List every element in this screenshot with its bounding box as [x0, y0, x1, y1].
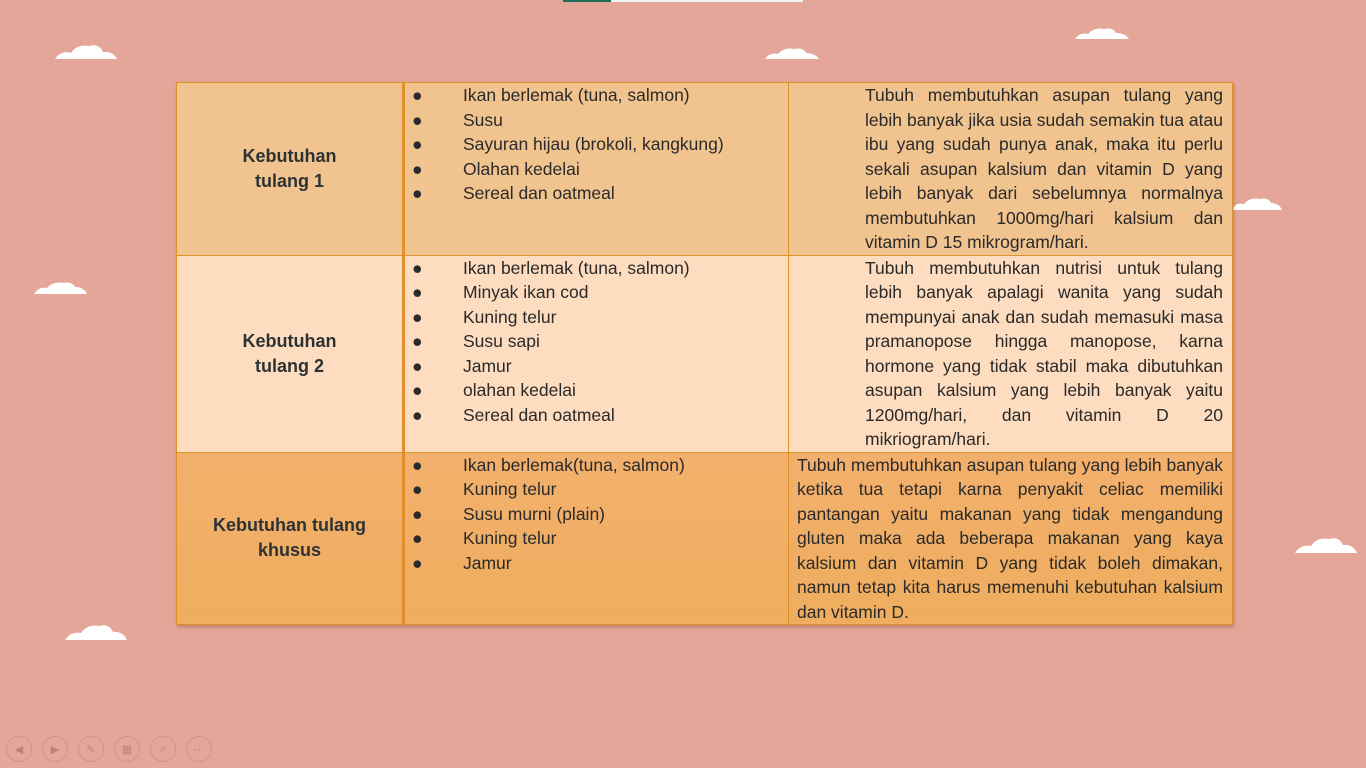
next-icon: ▶: [50, 743, 60, 756]
bullet-icon: ●: [412, 503, 423, 524]
list-item: ● Susu sapi: [405, 329, 788, 354]
cloud-decoration: [1295, 537, 1357, 551]
bullet-icon: ●: [412, 306, 423, 327]
row-label-cell: [177, 83, 404, 256]
row-description: Tubuh membutuhkan nutrisi untuk tulang lebih banyak apalagi wanita yang sudah mempunyai anak dan sudah memasuki masa pramanopose hingga manopose, karna hormone yang tidak stabil maka dibutuhkan asupan kalsium yang lebih banyak yaitu 1200mg/hari, dan vitamin D 20 mikriogram/hari.: [865, 257, 1223, 449]
cloud-decoration: [1075, 27, 1129, 41]
description-cell: [789, 255, 1233, 452]
bullet-icon: ●: [412, 257, 423, 278]
row-label-cell: [177, 452, 404, 625]
cloud-decoration: [55, 44, 117, 58]
list-item: ● Kuning telur: [405, 305, 788, 330]
bullet-icon: ●: [412, 331, 423, 351]
row-description: Tubuh membutuhkan asupan tulang yang lebih banyak jika usia sudah semakin tua atau ibu yang sudah punya anak, maka itu perlu sekali asupan kalsium dan vitamin D yang lebih banyak dari sebelumnya normalnya membutuhkan 1000mg/hari kalsium dan vitamin D 15 mikrogram/hari.: [865, 85, 1223, 252]
bullet-icon: ●: [412, 528, 423, 548]
list-item: ● Olahan kedelai: [405, 157, 788, 182]
bullet-icon: ●: [412, 282, 423, 302]
table-row: [177, 83, 1233, 256]
bullet-icon: ●: [412, 109, 423, 130]
zoom-icon: ⌕: [159, 742, 167, 755]
previous-icon: ◀: [14, 743, 24, 756]
pen-icon: ✎: [86, 743, 96, 756]
list-item: ● Susu: [405, 108, 788, 133]
cloud-decoration: [1232, 197, 1282, 211]
more-options-button[interactable]: [186, 736, 212, 762]
food-list: [405, 83, 788, 206]
nutrition-table: [176, 82, 1233, 625]
list-item: ● Sereal dan oatmeal: [405, 403, 788, 428]
list-item: ● Susu murni (plain): [405, 502, 788, 527]
row-description: Tubuh membutuhkan asupan tulang yang lebih banyak ketika tua tetapi karna penyakit celiac memiliki pantangan yaitu makanan yang tidak mengandung gluten maka ada beberapa makanan yang kaya kalsium dan vitamin D yang tidak boleh dimakan, namun tetap kita harus memenuhi kebutuhan kalsium dan vitamin D.: [797, 454, 1223, 622]
table-row: [177, 255, 1233, 452]
bullet-icon: ●: [412, 552, 423, 573]
pen-tool-button[interactable]: [78, 736, 104, 762]
list-item: ● Jamur: [405, 551, 788, 576]
bullet-icon: ●: [412, 380, 423, 400]
list-item: ● Ikan berlemak (tuna, salmon): [405, 83, 788, 108]
list-item: ● olahan kedelai: [405, 378, 788, 403]
previous-slide-button[interactable]: [6, 736, 32, 762]
bullet-icon: ●: [412, 404, 423, 425]
row-label: Kebutuhan tulang 2: [242, 330, 337, 376]
list-item: ● Sereal dan oatmeal: [405, 181, 788, 206]
row-label: Kebutuhan tulang 1: [242, 145, 337, 191]
food-list: [405, 453, 788, 576]
list-item: ● Jamur: [405, 354, 788, 379]
list-item: ● Ikan berlemak (tuna, salmon): [405, 256, 788, 281]
bullet-icon: ●: [412, 85, 423, 105]
cloud-decoration: [765, 47, 819, 61]
bullet-icon: ●: [412, 454, 423, 475]
bullet-icon: ●: [412, 355, 423, 376]
next-slide-button[interactable]: [42, 736, 68, 762]
list-item: ● Ikan berlemak(tuna, salmon): [405, 453, 788, 478]
foods-cell: [404, 255, 789, 452]
more-options-icon: ⋯: [193, 743, 205, 756]
cloud-decoration: [65, 624, 127, 638]
list-item: ● Kuning telur: [405, 526, 788, 551]
bullet-icon: ●: [412, 134, 423, 154]
bullet-icon: ●: [412, 183, 423, 203]
list-item: ● Sayuran hijau (brokoli, kangkung): [405, 132, 788, 157]
foods-cell: [404, 452, 789, 625]
list-item: ● Minyak ikan cod: [405, 280, 788, 305]
slides-grid-icon: ▦: [121, 743, 133, 756]
list-item: ● Kuning telur: [405, 477, 788, 502]
foods-cell: [404, 83, 789, 256]
zoom-button[interactable]: [150, 736, 176, 762]
bullet-icon: ●: [412, 479, 423, 499]
row-label: Kebutuhan tulang khusus: [213, 515, 366, 561]
see-all-slides-button[interactable]: [114, 736, 140, 762]
cloud-decoration: [34, 281, 87, 295]
bullet-icon: ●: [412, 158, 423, 179]
food-list: [405, 256, 788, 428]
description-cell: [789, 452, 1233, 625]
slide-progress-bar: [563, 0, 803, 2]
row-label-cell: [177, 255, 404, 452]
table-row: [177, 452, 1233, 625]
slide-progress-fill: [563, 0, 611, 2]
description-cell: [789, 83, 1233, 256]
slideshow-nav-controls: [6, 736, 212, 762]
